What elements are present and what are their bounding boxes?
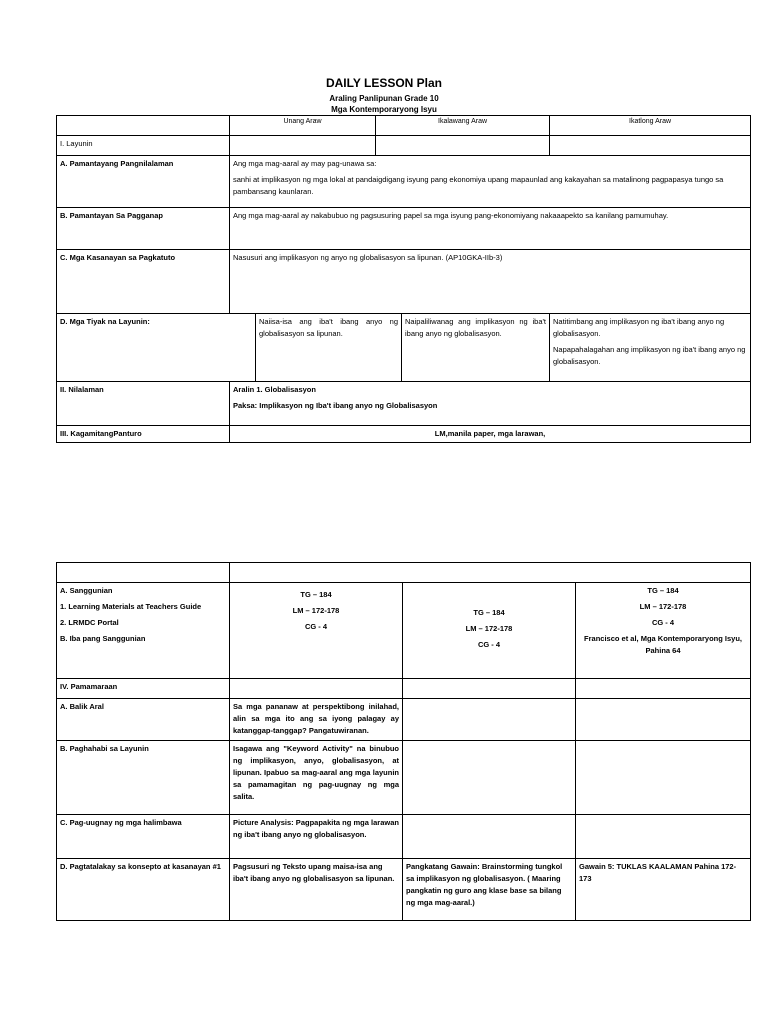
- cg-ref: CG - 4: [477, 639, 501, 649]
- paghahabi-label: B. Paghahabi sa Layunin: [57, 741, 230, 815]
- kagamitan-label: III. KagamitangPanturo: [57, 426, 230, 443]
- lesson-plan-table-1: [56, 115, 751, 443]
- layunin-day3: [550, 136, 751, 156]
- paguugnay-day3: [576, 815, 751, 859]
- francisco-ref: Francisco et al, Mga Kontemporaryong Isyu, Pahina 64: [584, 634, 742, 655]
- balik-aral-day3: [576, 699, 751, 741]
- nilalaman-content: [230, 382, 751, 426]
- pamantayang-body: sanhi at implikasyon ng mga lokal at pandaigdigang isyung pang ekonomiya upang mapaunlad ang kakayahan sa matalinong pagpapasya tungo sa pambansang kaunlaran.: [233, 175, 724, 196]
- nilalaman-paksa: Paksa: Implikasyon ng Iba't ibang anyo ng Globalisasyon: [233, 401, 438, 410]
- kasanayan-label: C. Mga Kasanayan sa Pagkatuto: [57, 250, 230, 314]
- pamantayang-content: [230, 156, 751, 208]
- pagtatalakay-day2: Pangkatang Gawain: Brainstorming tungkol sa implikasyon ng globalisasyon. ( Maaring pangkatin ng guro ang klase base sa bilang ng mga mag-aaral.): [403, 859, 576, 921]
- pamantayang-label: A. Pamantayang Pangnilalaman: [57, 156, 230, 208]
- paguugnay-day2: [403, 815, 576, 859]
- lesson-plan-title: DAILY LESSON Plan: [325, 76, 443, 90]
- tiyak-day3-b: Napapahalagahan ang implikasyon ng iba't ibang anyo ng globalisasyon.: [553, 345, 746, 366]
- sanggunian-labels: [57, 583, 230, 679]
- day-1-header: Unang Araw: [230, 116, 376, 136]
- balik-aral-day2: [403, 699, 576, 741]
- tg-ref: TG – 184: [300, 590, 332, 599]
- cg-ref: CG - 4: [651, 618, 675, 627]
- iba-sanggunian-label: B. Iba pang Sanggunian: [60, 634, 146, 643]
- tiyak-label: D. Mga Tiyak na Layunin:: [57, 314, 256, 382]
- pagtatalakay-day1: Pagsusuri ng Teksto upang maisa-isa ang iba't ibang anyo ng globalisasyon sa lipunan.: [230, 859, 403, 921]
- sanggunian-day2: [403, 583, 576, 679]
- lm-ref: LM – 172-178: [465, 623, 513, 633]
- t2-empty-label: [57, 563, 230, 583]
- empty-header-cell: [57, 116, 230, 136]
- tiyak-day2: Naipaliliwanag ang implikasyon ng iba't ibang anyo ng globalisasyon.: [402, 314, 550, 382]
- pamamaraan-label: IV. Pamamaraan: [57, 679, 230, 699]
- pagganap-content: Ang mga mag-aaral ay nakabubuo ng pagsusuring papel sa mga isyung pang-ekonomiyang nakaaapekto sa kanilang pamumuhay.: [230, 208, 751, 250]
- subject-topic: Mga Kontemporaryong Isyu: [331, 105, 437, 114]
- lm-ref: LM – 172-178: [639, 602, 687, 611]
- kagamitan-content: LM,manila paper, mga larawan,: [230, 426, 751, 443]
- pamantayang-intro: Ang mga mag-aaral ay may pag-unawa sa:: [233, 159, 377, 168]
- day-3-header: Ikatlong Araw: [550, 116, 751, 136]
- sanggunian-day3: [576, 583, 751, 679]
- pagtatalakay-day3: Gawain 5: TUKLAS KAALAMAN Pahina 172-173: [576, 859, 751, 921]
- tg-ref: TG – 184: [473, 607, 505, 617]
- kasanayan-content: Nasusuri ang implikasyon ng anyo ng globalisasyon sa lipunan. (AP10GKA-IIb-3): [230, 250, 751, 314]
- lrmdc-label: 2. LRMDC Portal: [60, 618, 119, 627]
- pagganap-label: B. Pamantayan Sa Pagganap: [57, 208, 230, 250]
- cg-ref: CG - 4: [304, 622, 328, 631]
- paghahabi-day1: Isagawa ang "Keyword Activity" na binubuo ng implikasyon, anyo, globalisasyon, at lipunan. Ipabuo sa mag-aaral ang mga layunin sa pamamagitan ng pag-uugnay ng mga salita.: [230, 741, 403, 815]
- pamamaraan-day3: [576, 679, 751, 699]
- balik-aral-day1: Sa mga pananaw at perspektibong inilahad, alin sa mga ito ang sa iyong palagay ay katanggap-tanggap? Pangatuwiranan.: [230, 699, 403, 741]
- tg-ref: TG – 184: [647, 586, 679, 595]
- pamamaraan-day1: [230, 679, 403, 699]
- subject-grade: Araling Panlipunan Grade 10: [329, 94, 439, 103]
- lm-ref: LM – 172-178: [292, 606, 340, 615]
- layunin-day2: [376, 136, 550, 156]
- sanggunian-label: A. Sanggunian: [60, 586, 113, 595]
- pamamaraan-day2: [403, 679, 576, 699]
- nilalaman-aralin: Aralin 1. Globalisasyon: [233, 385, 316, 394]
- lesson-plan-table-2: [56, 562, 751, 921]
- paghahabi-day3: [576, 741, 751, 815]
- t2-empty-content: [230, 563, 751, 583]
- pagtatalakay-label: D. Pagtatalakay sa konsepto at kasanayan #1: [57, 859, 230, 921]
- paguugnay-label: C. Pag-uugnay ng mga halimbawa: [57, 815, 230, 859]
- nilalaman-label: II. Nilalaman: [57, 382, 230, 426]
- paguugnay-day1: Picture Analysis: Pagpapakita ng mga larawan ng iba't ibang anyo ng globalisasyon.: [230, 815, 403, 859]
- layunin-label: I. Layunin: [57, 136, 230, 156]
- tiyak-day1: Naiisa-isa ang iba't ibang anyo ng globalisasyon sa lipunan.: [256, 314, 402, 382]
- learning-materials-label: 1. Learning Materials at Teachers Guide: [60, 602, 202, 611]
- layunin-day1: [230, 136, 376, 156]
- paghahabi-day2: [403, 741, 576, 815]
- balik-aral-label: A. Balik Aral: [57, 699, 230, 741]
- tiyak-day3-a: Natitimbang ang implikasyon ng iba't ibang anyo ng globalisasyon.: [553, 317, 725, 338]
- sanggunian-day1: [230, 583, 403, 679]
- tiyak-day3: [550, 314, 751, 382]
- day-2-header: Ikalawang Araw: [376, 116, 550, 136]
